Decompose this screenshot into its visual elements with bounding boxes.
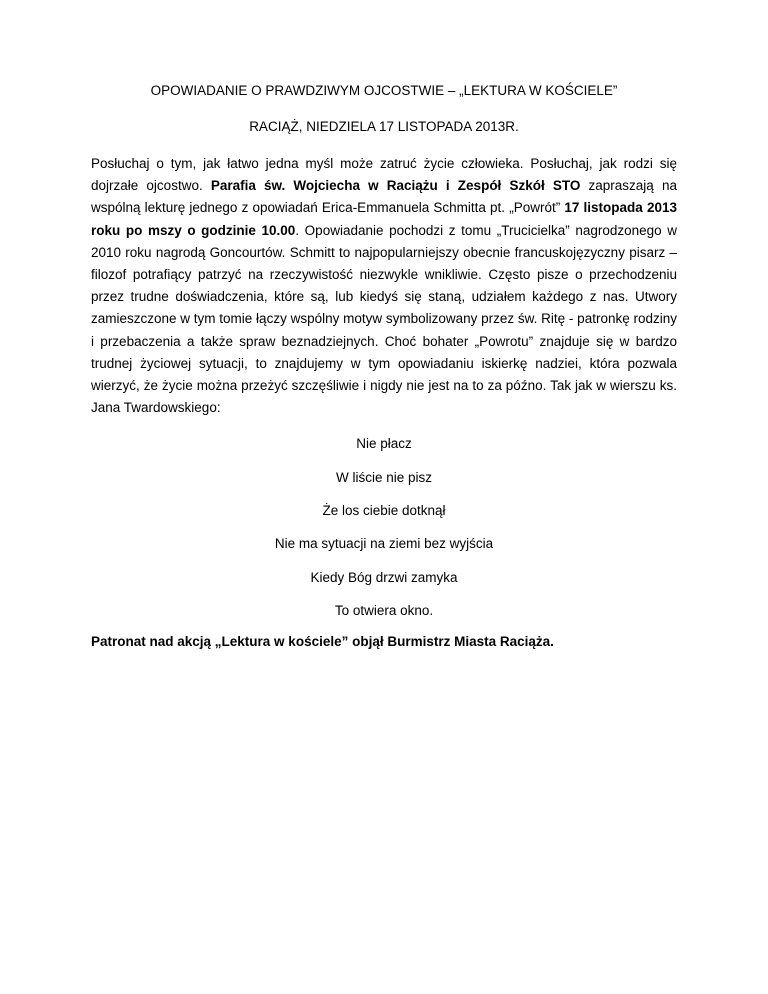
paragraph-datetime: 17 listopada 2013 roku po mszy o godzinie 10.00 xyxy=(91,200,677,238)
closing-note: Patronat nad akcją „Lektura w kościele” objął Burmistrz Miasta Raciąża. xyxy=(91,634,554,650)
paragraph-body: . Opowiadanie pochodzi z tomu „Trucicielka” nagrodzonego w 2010 roku nagrodą Goncourtów. Schmitt to najpopularniejszy obecnie francuskojęzyczny pisarz – filozof potrafiący patrzyć na rzeczywistość niezwykle wnikliwie. Często pisze o przechodzeniu przez trudne doświadczenia, które są, lub kiedyś się staną, udziałem każdego z nas. Utwory zamieszczone w tym tomie łączy wspólny motyw symbolizowany przez św. Ritę - patronkę rodziny i przebaczenia a także spraw beznadziejnych. Choć bohater „Powrotu” znajduje się w bardzo trudnej życiowej sytuacji, to znajdujemy w tym opowiadaniu iskierkę nadziei, która pozwala wierzyć, że życie można przeżyć szczęśliwie i nigdy nie jest na to za późno. Tak jak w wierszu ks. Jana Twardowskiego: xyxy=(91,222,677,416)
main-paragraph xyxy=(91,153,677,419)
document-subtitle: RACIĄŻ, NIEDZIELA 17 LISTOPADA 2013R. xyxy=(249,119,519,134)
poem-line: Że los ciebie dotknął xyxy=(322,503,446,519)
document-title: OPOWIADANIE O PRAWDZIWYM OJCOSTWIE – „LEKTURA W KOŚCIELE” xyxy=(150,83,618,98)
document-page xyxy=(91,80,677,653)
paragraph-intro: Posłuchaj o tym, jak łatwo jedna myśl może zatruć życie człowieka. Posłuchaj, jak rodzi się dojrzałe ojcostwo. xyxy=(91,156,677,194)
paragraph-invitation: zapraszają na wspólną lekturę jednego z opowiadań Erica-Emmanuela Schmitta pt. „Powrót” xyxy=(91,178,677,216)
paragraph-organizers: Parafia św. Wojciecha w Raciążu i Zespół Szkół STO xyxy=(210,178,581,194)
poem-line: Kiedy Bóg drzwi zamyka xyxy=(310,569,458,585)
poem-line: Nie płacz xyxy=(356,436,412,452)
poem-line: W liście nie pisz xyxy=(335,469,433,485)
poem-line: Nie ma sytuacji na ziemi bez wyjścia xyxy=(274,536,494,552)
poem xyxy=(91,433,677,621)
poem-line: To otwiera okno. xyxy=(334,602,434,618)
